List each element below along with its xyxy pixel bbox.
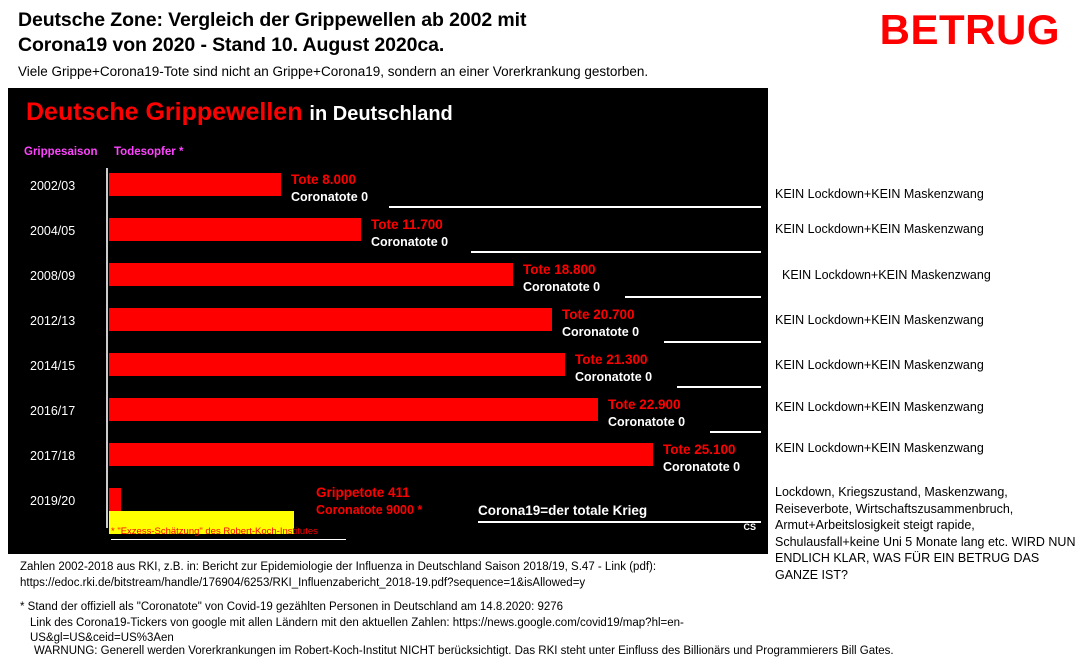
- chart-row: [8, 258, 768, 303]
- underline: [389, 206, 761, 208]
- chart-title-suffix: in Deutschland: [309, 103, 453, 125]
- underline: [664, 341, 761, 343]
- underline: [478, 521, 761, 523]
- annotation-lockdown-block: Lockdown, Kriegszustand, Maskenzwang, Reiseverbote, Wirtschaftszusammenbruch, Armut+Arbeitslosigkeit steigt rapide, Schulausfall+keine Uni 5 Monate lang etc. WIRD NUN ENDLICH KLAR, WAS FÜR EIN BETRUG DAS GANZE IST?: [775, 485, 1076, 582]
- annotation-no-lockdown: KEIN Lockdown+KEIN Maskenzwang: [775, 187, 984, 201]
- chart-row: [8, 393, 768, 438]
- bar-flu: [109, 218, 361, 241]
- row-category: 2004/05: [30, 224, 76, 238]
- row-category: 2017/18: [30, 449, 76, 463]
- chart-row: [8, 213, 768, 258]
- header: [18, 8, 808, 80]
- annotation-no-lockdown: KEIN Lockdown+KEIN Maskenzwang: [775, 222, 984, 236]
- corona-value-label: Coronatote 9000 *: [316, 503, 423, 517]
- source-note-group: [20, 560, 765, 591]
- chart-row: [8, 438, 768, 483]
- corona-value-label: Coronatote 0: [371, 235, 449, 249]
- bar-value-label: Tote 25.100: [663, 442, 736, 457]
- bar-flu: [109, 398, 598, 421]
- corona-war-label: Corona19=der totale Krieg: [478, 503, 648, 518]
- row-category: 2008/09: [30, 269, 76, 283]
- row-category: 2002/03: [30, 179, 76, 193]
- chart-footnote-text: * "Exzess-Schätzung" des Robert-Koch-Institutes: [111, 526, 318, 537]
- bar-value-label: Tote 20.700: [562, 307, 635, 322]
- bar-value-label: Tote 21.300: [575, 352, 648, 367]
- underline: [710, 431, 761, 433]
- row-category: 2012/13: [30, 314, 76, 328]
- axis-label-deaths: Todesopfer *: [114, 146, 184, 158]
- source-notes: [20, 560, 765, 656]
- corona-value-label: Coronatote 0: [575, 370, 653, 384]
- source-line-3: * Stand der offiziell als "Coronatote" von Covid-19 gezählten Personen in Deutschland am 14.8.2020: 9276: [20, 601, 564, 613]
- warning-note: WARNUNG: Generell werden Vorerkrankungen im Robert-Koch-Institut NICHT berücksichtigt. Das RKI steht unter Einfluss des Billionärs und Programmierers Bill Gates.: [34, 645, 894, 657]
- page-title-line1: Deutsche Zone: Vergleich der Grippewellen ab 2002 mit: [18, 9, 527, 31]
- chart-row: [8, 348, 768, 393]
- row-category: 2019/20: [30, 494, 76, 508]
- underline: [471, 251, 761, 253]
- underline: [625, 296, 761, 298]
- corona-value-label: Coronatote 0: [523, 280, 601, 294]
- corona-value-label: Coronatote 0: [663, 460, 741, 474]
- chart-footnote: [111, 526, 346, 540]
- bar-value-label: Tote 18.800: [523, 262, 596, 277]
- row-category: 2016/17: [30, 404, 76, 418]
- chart-title: [26, 98, 453, 127]
- chart-row: [8, 168, 768, 213]
- bar-flu: [109, 263, 513, 286]
- bar-flu: [109, 308, 552, 331]
- page-title: [18, 8, 808, 58]
- annotation-no-lockdown: KEIN Lockdown+KEIN Maskenzwang: [775, 400, 984, 414]
- bar-flu: [109, 443, 653, 466]
- bar-value-label: Tote 22.900: [608, 397, 681, 412]
- source-line-1: Zahlen 2002-2018 aus RKI, z.B. in: Bericht zur Epidemiologie der Influenza in Deutschland Saison 2018/19, S.47 - Link (pdf):: [20, 561, 657, 573]
- row-category: 2014/15: [30, 359, 76, 373]
- source-link-1[interactable]: https://edoc.rki.de/bitstream/handle/176904/6253/RKI_Influenzabericht_2018-19.pdf?sequence=1&isAllowed=y: [20, 576, 586, 589]
- annotation-no-lockdown: KEIN Lockdown+KEIN Maskenzwang: [775, 313, 984, 327]
- axis-legend: [24, 146, 183, 158]
- source-link-2[interactable]: Link des Corona19-Tickers von google mit allen Ländern mit den aktuellen Zahlen: https://news.google.com/covid19/map?hl=en-US&gl=US&ceid=US%3Aen: [30, 616, 684, 644]
- axis-label-season: Grippesaison: [24, 146, 98, 158]
- bar-value-label: Grippetote 411: [316, 485, 410, 500]
- bar-flu: [109, 488, 121, 511]
- corona-value-label: Coronatote 0: [562, 325, 640, 339]
- annotation-no-lockdown: KEIN Lockdown+KEIN Maskenzwang: [775, 441, 984, 455]
- chart-rows: [8, 168, 768, 535]
- header-subtitle: Viele Grippe+Corona19-Tote sind nicht an Grippe+Corona19, sondern an einer Vorerkrankung gestorben.: [18, 64, 649, 79]
- source-note-group: [20, 600, 765, 647]
- chart-title-main: Deutsche Grippewellen: [26, 98, 303, 126]
- page-title-line2: Corona19 von 2020 - Stand 10. August 2020ca.: [18, 34, 445, 56]
- corona-value-label: Coronatote 0: [608, 415, 686, 429]
- bar-value-label: Tote 11.700: [371, 217, 443, 232]
- annotation-no-lockdown: KEIN Lockdown+KEIN Maskenzwang: [782, 268, 991, 282]
- chart-panel: [8, 88, 768, 554]
- footnote-underline: [111, 539, 346, 540]
- bar-flu: [109, 173, 281, 196]
- chart-signature: CS: [743, 522, 756, 532]
- bar-value-label: Tote 8.000: [291, 172, 357, 187]
- betrug-stamp: BETRUG: [879, 6, 1060, 53]
- corona-value-label: Coronatote 0: [291, 190, 369, 204]
- chart-row: [8, 303, 768, 348]
- bar-flu: [109, 353, 565, 376]
- annotation-no-lockdown: KEIN Lockdown+KEIN Maskenzwang: [775, 358, 984, 372]
- underline: [677, 386, 761, 388]
